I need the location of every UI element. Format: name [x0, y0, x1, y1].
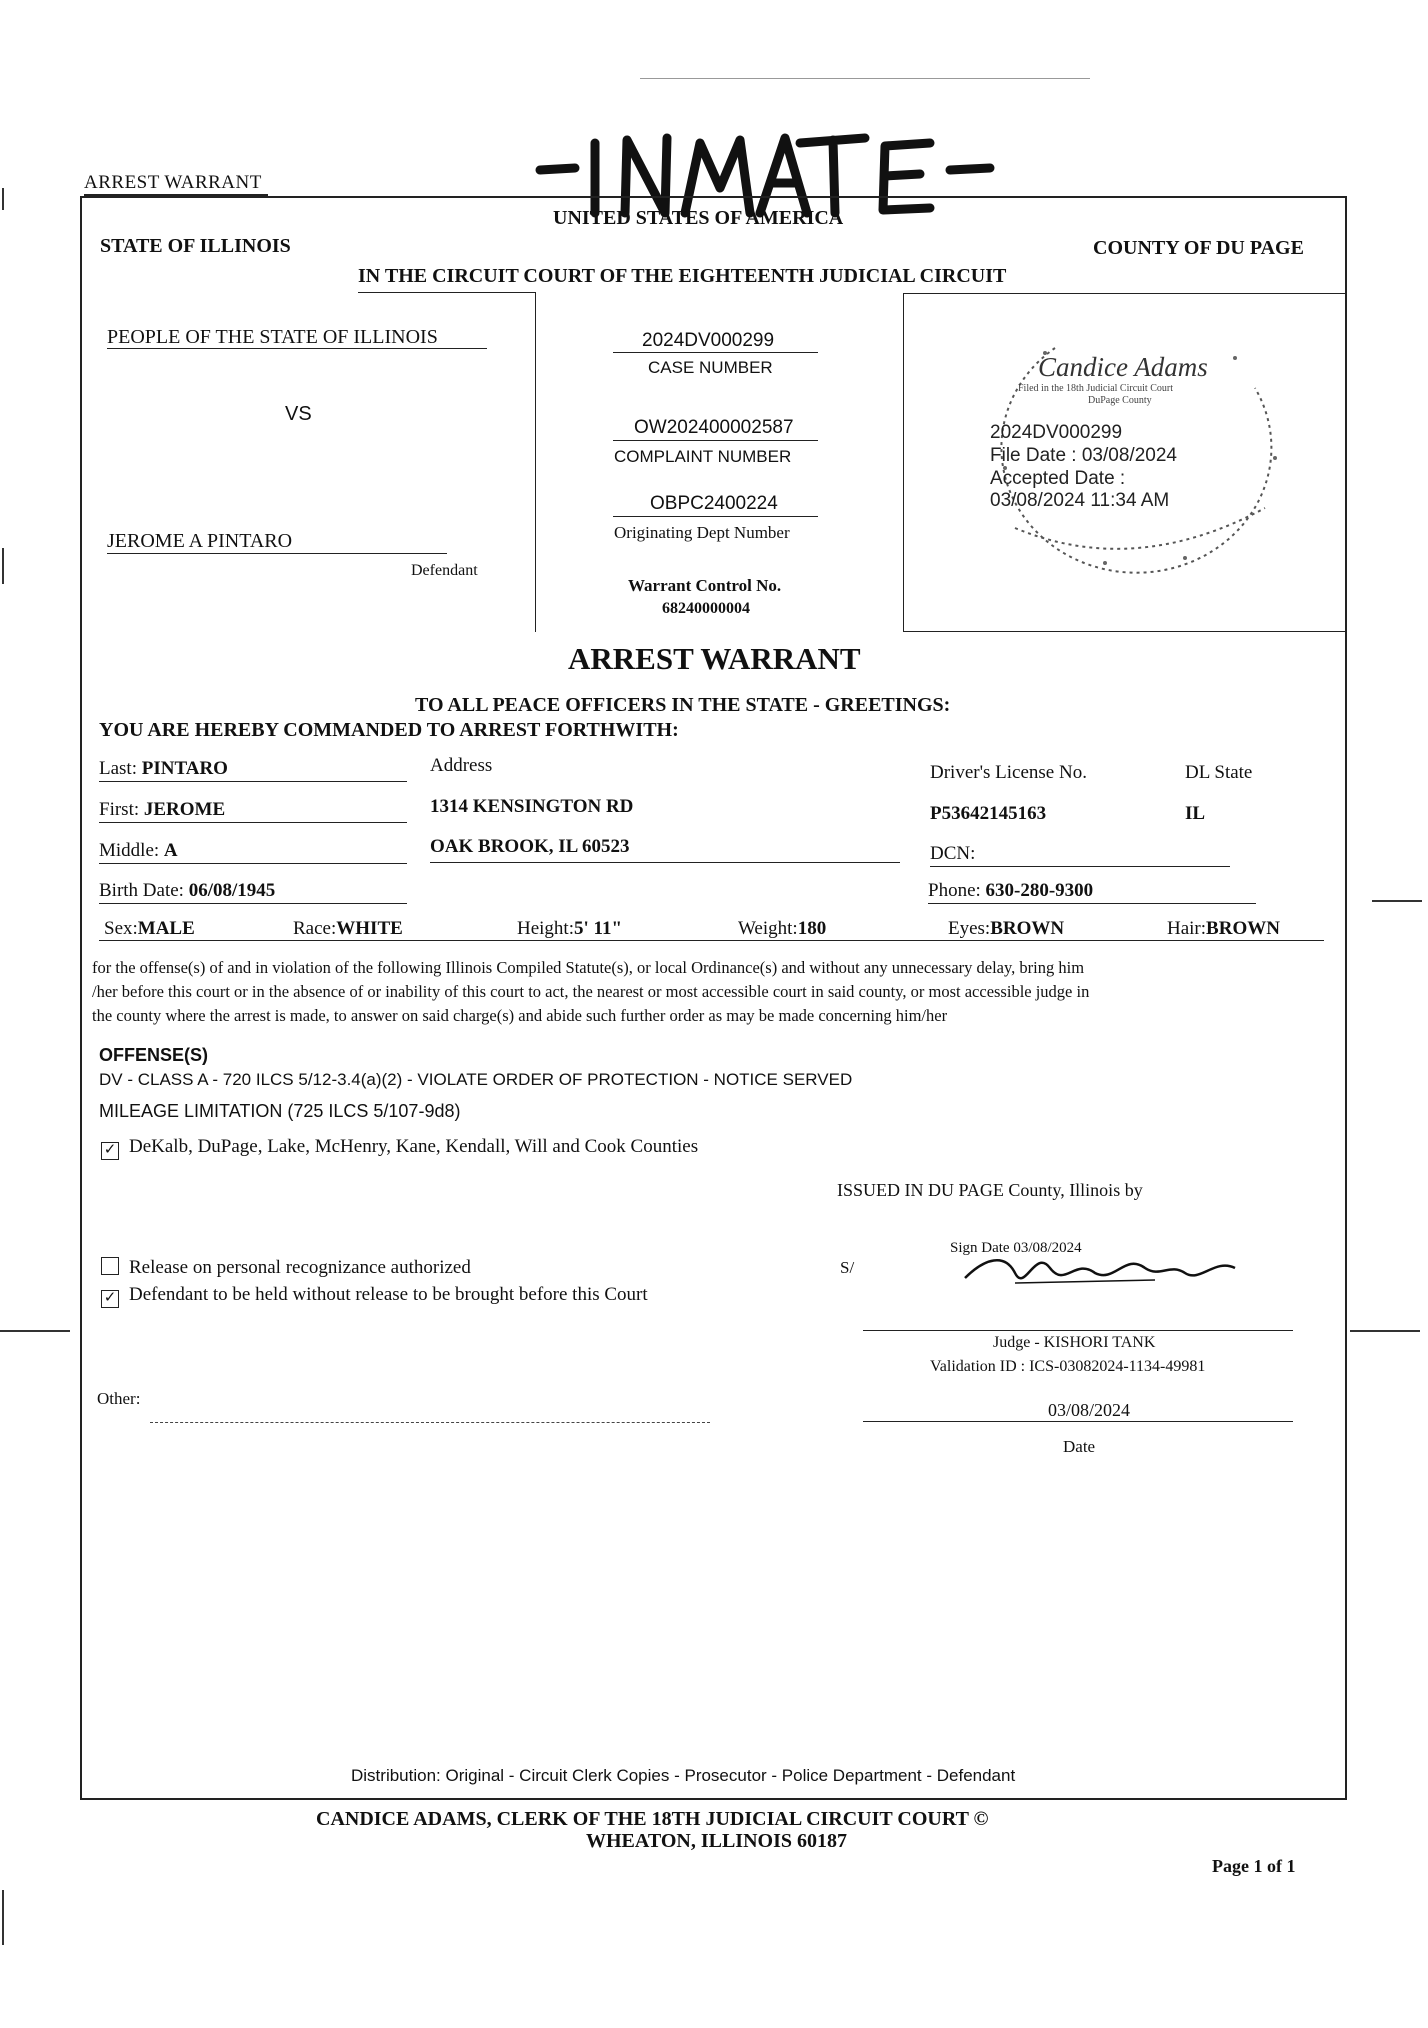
weight-label: Weight: — [738, 918, 798, 939]
case-number-line — [613, 352, 818, 353]
race-value: WHITE — [336, 918, 403, 939]
header-county: COUNTY OF DU PAGE — [1093, 237, 1304, 259]
dl-label: Driver's License No. — [930, 762, 1087, 783]
warrant-control-label: Warrant Control No. — [628, 576, 782, 595]
first-name-field — [99, 799, 225, 821]
dcn-line — [930, 866, 1230, 867]
scan-mark-right-1 — [1372, 900, 1422, 902]
address-line2: OAK BROOK, IL 60523 — [430, 836, 630, 857]
date-line — [863, 1421, 1293, 1422]
release-text-1: Release on personal recognizance authorized — [129, 1257, 471, 1278]
middle-line — [99, 863, 407, 864]
signed-date: 03/08/2024 — [1048, 1400, 1131, 1420]
weight-value: 180 — [797, 918, 827, 939]
scan-mark-left-3 — [2, 1890, 4, 1945]
seal-line3: DuPage County — [1088, 395, 1152, 406]
sign-date: Sign Date 03/08/2024 — [950, 1240, 1082, 1256]
birth-value: 06/08/1945 — [188, 880, 276, 901]
first-line — [99, 822, 407, 823]
dl-state-label: DL State — [1185, 762, 1253, 783]
birth-date-field — [99, 880, 275, 902]
sex-field — [104, 918, 195, 940]
sex-label: Sex: — [104, 918, 138, 939]
mileage-limitation: MILEAGE LIMITATION (725 ILCS 5/107-9d8) — [99, 1101, 461, 1121]
complaint-number: OW202400002587 — [634, 417, 794, 438]
plaintiff-line — [107, 348, 487, 349]
phone-line — [928, 903, 1256, 904]
middle-value: A — [163, 840, 178, 861]
charge-text-line2: /her before this court or in the absence of or inability of this court to act, the nearest or most accessible court in said county, or most accessible judge in — [92, 982, 1090, 1001]
defendant-line — [107, 553, 447, 554]
release-text-2: Defendant to be held without release to be brought before this Court — [129, 1284, 648, 1305]
greeting: TO ALL PEACE OFFICERS IN THE STATE - GREETINGS: — [415, 694, 951, 716]
warrant-title: ARREST WARRANT — [568, 641, 861, 676]
complaint-number-label: COMPLAINT NUMBER — [614, 447, 792, 466]
scan-mark-right-2 — [1350, 1330, 1420, 1332]
height-label: Height: — [517, 918, 574, 939]
eyes-label: Eyes: — [948, 918, 991, 939]
offense-heading: OFFENSE(S) — [99, 1045, 209, 1065]
release-option-2 — [101, 1284, 648, 1308]
other-label: Other: — [97, 1389, 141, 1408]
footer-line2: WHEATON, ILLINOIS 60187 — [586, 1830, 847, 1852]
plaintiff-name: PEOPLE OF THE STATE OF ILLINOIS — [107, 326, 438, 348]
defendant-name: JEROME A PINTARO — [107, 530, 293, 552]
seal-line2: Filed in the 18th Judicial Circuit Court — [1018, 383, 1173, 394]
height-value: 5' 11" — [574, 918, 623, 939]
phone-field — [928, 880, 1093, 902]
hair-label: Hair: — [1167, 918, 1207, 939]
form-title-small: ARREST WARRANT — [84, 172, 262, 193]
date-label: Date — [1063, 1437, 1096, 1456]
other-dashed-line — [150, 1422, 710, 1423]
header-court: IN THE CIRCUIT COURT OF THE EIGHTEENTH JUDICIAL CIRCUIT — [358, 265, 1007, 287]
scan-mark-left-4 — [0, 1330, 70, 1332]
dl-number: P53642145163 — [930, 803, 1047, 824]
dcn-label: DCN: — [930, 843, 976, 864]
complaint-number-line — [613, 440, 818, 441]
counties-text: DeKalb, DuPage, Lake, McHenry, Kane, Kendall, Will and Cook Counties — [129, 1136, 699, 1157]
issued-text: ISSUED IN DU PAGE County, Illinois by — [837, 1180, 1143, 1200]
stamp-case-number: 2024DV000299 — [990, 422, 1123, 443]
charge-text-line3: the county where the arrest is made, to answer on said charge(s) and abide such further order as may be made concerning him/her — [92, 1006, 948, 1025]
scan-mark-left-1 — [2, 188, 4, 210]
judge-name: Judge - KISHORI TANK — [993, 1334, 1156, 1351]
warrant-control-no: 68240000004 — [662, 600, 750, 617]
originating-dept-line — [613, 516, 818, 517]
middle-label: Middle: — [99, 840, 160, 861]
stamp-accepted-label: Accepted Date : — [990, 468, 1126, 489]
versus-label: VS — [285, 403, 312, 425]
defendant-label: Defendant — [411, 562, 478, 579]
first-label: First: — [99, 799, 140, 820]
release-checkbox-2[interactable]: ✓ — [101, 1290, 119, 1308]
distribution-text: Distribution: Original - Circuit Clerk Copies - Prosecutor - Police Department - Defendant — [351, 1766, 1016, 1785]
counties-checkbox[interactable]: ✓ — [101, 1142, 119, 1160]
dl-state: IL — [1185, 803, 1206, 824]
originating-dept-number: OBPC2400224 — [650, 493, 778, 514]
eyes-field — [948, 918, 1064, 940]
hair-field — [1167, 918, 1280, 940]
offense-line: DV - CLASS A - 720 ILCS 5/12-3.4(a)(2) - VIOLATE ORDER OF PROTECTION - NOTICE SERVED — [99, 1070, 853, 1089]
middle-name-field — [99, 840, 178, 862]
case-number-label: CASE NUMBER — [648, 358, 773, 377]
height-field — [517, 918, 622, 940]
birth-line — [99, 903, 407, 904]
judge-signature — [955, 1238, 1245, 1298]
case-number: 2024DV000299 — [642, 330, 775, 351]
signature-s-label: S/ — [840, 1258, 855, 1277]
phone-value: 630-280-9300 — [985, 880, 1094, 901]
footer-line1: CANDICE ADAMS, CLERK OF THE 18TH JUDICIAL CIRCUIT COURT © — [316, 1808, 989, 1830]
header-state: STATE OF ILLINOIS — [100, 235, 291, 257]
last-line — [99, 781, 407, 782]
race-field — [293, 918, 403, 940]
scan-mark-left-2 — [2, 548, 4, 584]
eyes-value: BROWN — [990, 918, 1065, 939]
release-option-1 — [101, 1257, 471, 1279]
scan-mark-top — [640, 78, 1090, 79]
signature-line — [863, 1330, 1293, 1331]
address-line1: 1314 KENSINGTON RD — [430, 796, 634, 817]
release-checkbox-1[interactable] — [101, 1257, 119, 1275]
first-value: JEROME — [143, 799, 226, 820]
birth-label: Birth Date: — [99, 880, 184, 901]
hair-value: BROWN — [1206, 918, 1280, 939]
last-name-field — [99, 758, 228, 780]
page-number: Page 1 of 1 — [1212, 1856, 1296, 1876]
address-label: Address — [430, 755, 493, 776]
command: YOU ARE HEREBY COMMANDED TO ARREST FORTHWITH: — [99, 719, 679, 741]
validation-id: Validation ID : ICS-03082024-1134-49981 — [930, 1358, 1206, 1375]
counties-checkbox-row — [101, 1136, 698, 1160]
last-label: Last: — [99, 758, 137, 779]
header-country: UNITED STATES OF AMERICA — [553, 207, 844, 229]
stamp-accepted-value: 03/08/2024 11:34 AM — [990, 490, 1170, 511]
sex-value: MALE — [137, 918, 195, 939]
address-line — [430, 862, 900, 863]
phone-label: Phone: — [928, 880, 981, 901]
charge-text-line1: for the offense(s) of and in violation of the following Illinois Compiled Statute(s), or local Ordinance(s) and without any unnecessary delay, bring him — [92, 958, 1085, 977]
physical-row-line — [99, 940, 1324, 941]
weight-field — [738, 918, 826, 940]
last-value: PINTARO — [141, 758, 228, 779]
originating-dept-label: Originating Dept Number — [614, 523, 790, 542]
race-label: Race: — [293, 918, 337, 939]
seal-clerk-name: Candice Adams — [1038, 352, 1208, 382]
stamp-file-date: File Date : 03/08/2024 — [990, 445, 1177, 466]
